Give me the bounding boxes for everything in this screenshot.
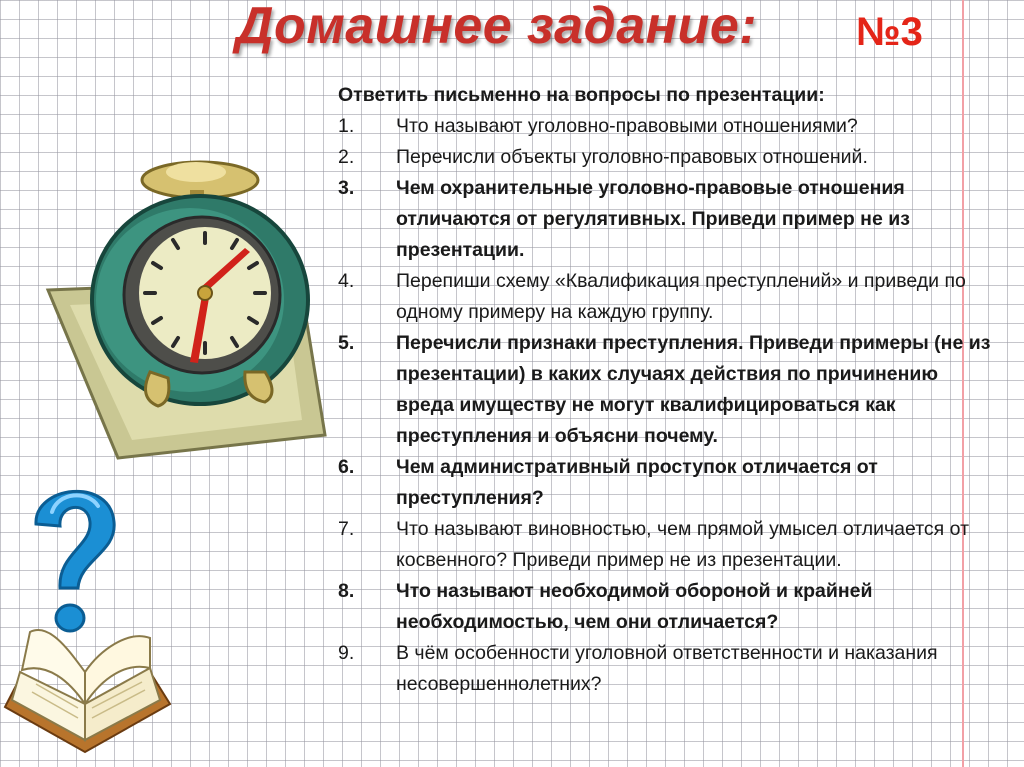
homework-number: №3	[856, 10, 923, 54]
question-number: 9.	[338, 642, 355, 664]
question-text: В чём особенности уголовной ответственности и наказания несовершеннолетних?	[396, 642, 938, 695]
question-text: Перепиши схему «Квалификация преступлений» и приведи по одному примеру на каждую группу.	[396, 270, 966, 323]
question-text: Что называют виновностью, чем прямой умысел отличается от косвенного? Приведи пример не из презентации.	[396, 518, 970, 571]
question-number: 6.	[338, 456, 355, 478]
homework-intro: Ответить письменно на вопросы по презентации:	[338, 84, 825, 106]
question-item	[338, 576, 998, 638]
question-number: 2.	[338, 146, 355, 168]
question-text: Перечисли признаки преступления. Приведи примеры (не из презентации) в каких случаях действия по причинению вреда имуществу не могут квалифицироваться как преступления и объясни почему.	[396, 332, 991, 447]
question-item	[338, 142, 998, 173]
question-text: Чем охранительные уголовно-правовые отношения отличаются от регулятивных. Приведи пример не из презентации.	[396, 177, 910, 261]
question-item	[338, 266, 998, 328]
question-number: 3.	[338, 177, 355, 199]
question-text: Чем административный проступок отличается от преступления?	[396, 456, 878, 509]
question-number: 1.	[338, 115, 355, 137]
question-number: 7.	[338, 518, 355, 540]
question-item	[338, 173, 998, 266]
homework-content	[338, 80, 998, 700]
question-item	[338, 638, 998, 700]
slide-title: Домашнее задание:	[236, 0, 758, 55]
open-book-illustration	[0, 612, 175, 764]
question-number: 4.	[338, 270, 355, 292]
question-number: 5.	[338, 332, 355, 354]
question-item	[338, 514, 998, 576]
question-item	[338, 328, 998, 452]
question-number: 8.	[338, 580, 355, 602]
question-item	[338, 111, 998, 142]
alarm-clock-illustration	[40, 140, 330, 470]
question-item	[338, 452, 998, 514]
question-text: Что называют уголовно-правовыми отношениями?	[396, 115, 858, 137]
question-list	[338, 111, 998, 700]
question-text: Что называют необходимой обороной и крайней необходимостью, чем они отличается?	[396, 580, 873, 633]
question-text: Перечисли объекты уголовно-правовых отношений.	[396, 146, 868, 168]
